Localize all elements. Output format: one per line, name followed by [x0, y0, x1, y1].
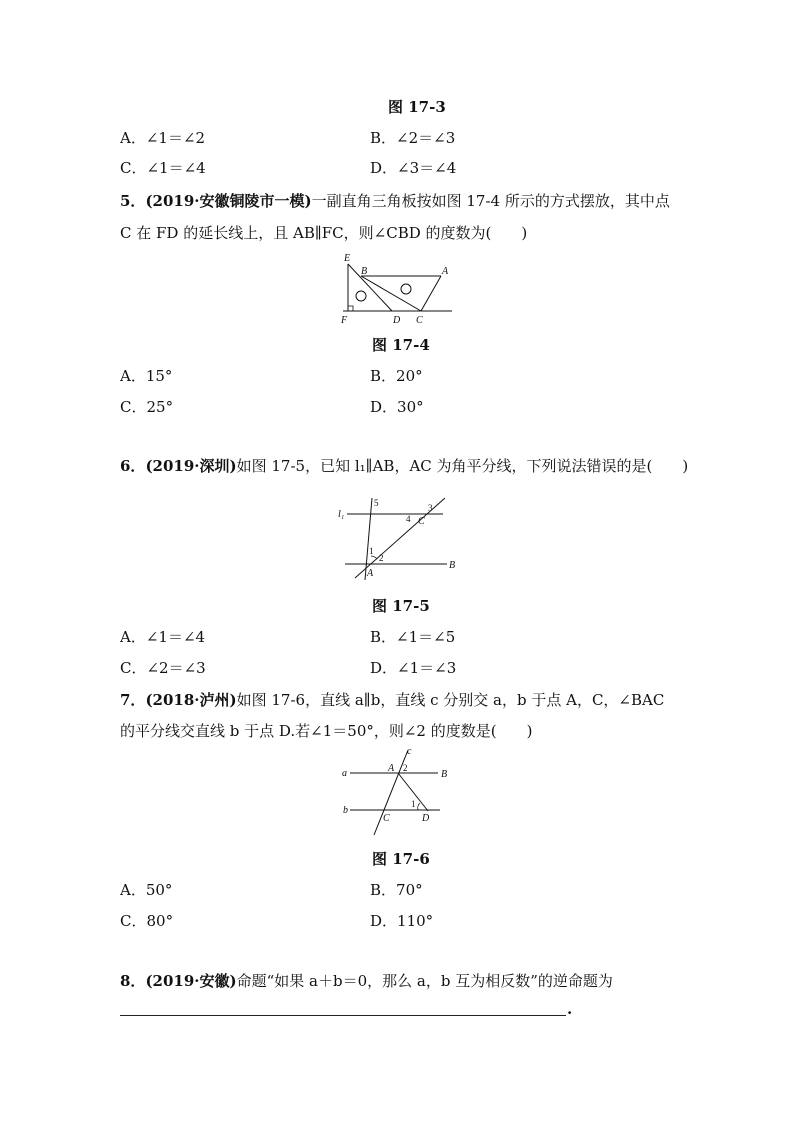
label-c: C — [418, 516, 425, 527]
q4-option-d: D．∠3＝∠4 — [370, 159, 457, 177]
q7-option-d: D．110° — [370, 912, 434, 930]
figure-caption-17-4: 图 17-4 — [372, 336, 430, 354]
question-text: 如图 17-6，直线 a∥b，直线 c 分别交 a，b 于点 A，C，∠BAC — [236, 691, 665, 709]
label-d: D — [393, 315, 401, 326]
q6-option-d: D．∠1＝∠3 — [370, 659, 457, 677]
q7-option-a: A．50° — [120, 881, 173, 899]
answer-blank-line[interactable] — [120, 1015, 566, 1016]
label-4: 4 — [406, 514, 411, 524]
label-a-line: a — [342, 768, 347, 779]
q4-option-c: C．∠1＝∠4 — [120, 159, 206, 177]
question-source: (2019·深圳) — [145, 457, 237, 475]
question-source: (2019·安徽) — [145, 972, 237, 990]
label-f: F — [341, 315, 348, 326]
label-1: 1 — [369, 546, 374, 556]
figure-caption-17-3: 图 17-3 — [388, 98, 446, 116]
q6-option-a: A．∠1＝∠4 — [120, 628, 206, 646]
question-7-line-2: 的平分线交直线 b 于点 D.若∠1＝50°，则∠2 的度数是( ) — [120, 722, 533, 740]
question-number: 6． — [120, 457, 146, 475]
label-c-point: C — [383, 813, 390, 824]
q4-option-b: B．∠2＝∠3 — [370, 129, 456, 147]
q5-option-a: A．15° — [120, 367, 173, 385]
question-5-line-1 — [120, 190, 670, 211]
question-number: 7． — [120, 691, 146, 709]
label-e: E — [344, 253, 351, 264]
q6-option-c: C．∠2＝∠3 — [120, 659, 206, 677]
question-text: 命题“如果 a＋b＝0，那么 a，b 互为相反数”的逆命题为 — [236, 972, 613, 990]
q6-option-b: B．∠1＝∠5 — [370, 628, 456, 646]
question-text: 如图 17-5，已知 l₁∥AB，AC 为角平分线，下列说法错误的是( ) — [236, 457, 689, 475]
label-b: B — [361, 266, 368, 277]
label-a: A — [367, 568, 374, 579]
question-text: 一副直角三角板按如图 17-4 所示的方式摆放，其中点 — [311, 192, 670, 210]
label-b-point: B — [441, 769, 448, 780]
label-b-line: b — [343, 805, 348, 816]
label-d-point: D — [422, 813, 430, 824]
question-number: 5． — [120, 192, 146, 210]
label-a: A — [442, 266, 449, 277]
question-5-line-2: C 在 FD 的延长线上，且 AB∥FC，则∠CBD 的度数为( ) — [120, 224, 528, 242]
q7-option-c: C．80° — [120, 912, 174, 930]
label-a-point: A — [388, 763, 395, 774]
label-3: 3 — [428, 503, 433, 513]
q5-option-d: D．30° — [370, 398, 424, 416]
question-source: (2019·安徽铜陵市一模) — [145, 192, 312, 210]
label-5: 5 — [374, 498, 379, 508]
figure-17-6 — [338, 745, 458, 840]
question-source: (2018·泸州) — [145, 691, 237, 709]
question-8-line-1 — [120, 970, 613, 991]
label-2: 2 — [403, 763, 408, 773]
label-l1: l₁ — [338, 509, 345, 520]
figure-17-4 — [335, 250, 460, 328]
question-7-line-1 — [120, 689, 664, 710]
q5-option-b: B．20° — [370, 367, 423, 385]
question-number: 8． — [120, 972, 146, 990]
question-6-line-1 — [120, 455, 688, 476]
label-2: 2 — [379, 553, 384, 563]
label-b: B — [449, 560, 456, 571]
figure-17-5 — [335, 490, 465, 585]
q7-option-b: B．70° — [370, 881, 423, 899]
label-c: C — [416, 315, 423, 326]
end-period: . — [567, 1000, 573, 1018]
label-1: 1 — [411, 799, 416, 809]
label-c-line: c — [407, 746, 412, 757]
q4-option-a: A．∠1＝∠2 — [120, 129, 206, 147]
figure-caption-17-6: 图 17-6 — [372, 850, 430, 868]
q5-option-c: C．25° — [120, 398, 174, 416]
figure-caption-17-5: 图 17-5 — [372, 597, 430, 615]
